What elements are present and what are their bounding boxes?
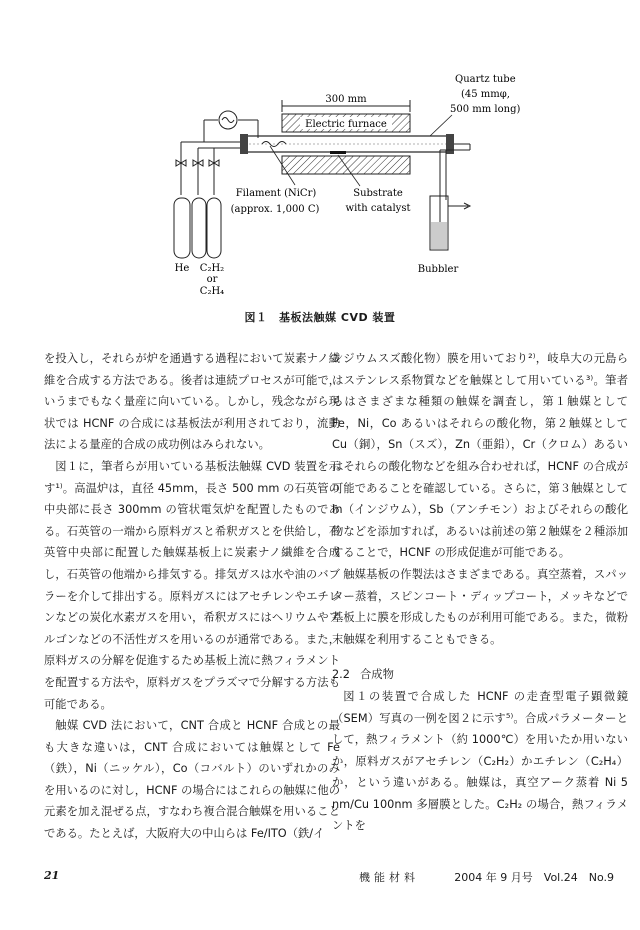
quartz-tube — [245, 136, 450, 152]
cvd-apparatus-diagram — [0, 0, 640, 300]
substrate — [330, 151, 346, 154]
furnace-bottom — [282, 156, 410, 174]
tube-flange-left — [240, 134, 248, 154]
paragraph: 図１の装置で合成した HCNF の走査型電子顕微鏡（SEM）写真の一例を図２に示す⁵⁾。合成パラメーターとして，熱フィラメント（約 1000℃）を用いたか用いないか，原料ガスがアセチレン（C₂H₂）かエチレン（C₂H₄）か，という違いがある。触媒は，真空アーク蒸着 Ni 5 nm/Cu 100nm 多層膜とした。C₂H₂ の場合，熱フィラメントを — [332, 689, 628, 833]
figure-caption: 図１ 基板法触媒 CVD 装置 — [244, 311, 396, 324]
tube-label-1: Quartz tube — [455, 74, 516, 85]
tube-flange-right — [446, 134, 454, 154]
tube-label-3: 500 mm long) — [450, 104, 521, 115]
issue-info: 2004 年 9 月号 Vol.24 No.9 — [454, 871, 614, 884]
cylinder-c2h4 — [207, 198, 221, 258]
gas-or-label: or — [206, 274, 218, 285]
substrate-label-2: with catalyst — [345, 203, 411, 214]
cylinder-c2h2 — [192, 198, 206, 258]
furnace-label: Electric furnace — [305, 119, 387, 130]
gas-c2h2-label: C₂H₂ — [199, 263, 225, 274]
paragraph: 触媒 CVD 法において，CNT 合成と HCNF 合成との最も大きな違いは，CNT 合成においては触媒として Fe（鉄），Ni（ニッケル），Co（コバルト）のいずれかのみを用いるのに対し，HCNF の場合にはこれらの触媒に他の元素を加え混ぜる点，すなわち複合混合触媒を用いることである。たとえば，大阪府大の中山らは Fe/ITO（鉄/イ — [44, 719, 340, 841]
paragraph: を投入し，それらが炉を通過する過程において炭素ナノ繊維を合成する方法である。後者は連続プロセスが可能で，いうまでもなく量産に向いている。しかし，残念ながら現状では HCNF の合成には基板法が利用されており，流動法による量産的合成の成功例はみられない。 — [44, 352, 340, 452]
page-footer — [44, 869, 614, 885]
length-label: 300 mm — [325, 94, 367, 105]
section-title: 合成物 — [359, 668, 394, 682]
paragraph: 図１に，筆者らが用いている基板法触媒 CVD 装置を示す¹⁾。高温炉は，直径 45mm，長さ 500 mm の石英管の中央部に長さ 300mm の管状電気炉を配置したものである。石英管の一端から原料ガスと希釈ガスとを供給し，石英管中央部に配置した触媒基板上に炭素ナノ繊維を合成し，石英管の他端から排気する。排気ガスは水や油のバブラーを介して排出する。原料ガスにはアセチレンやエチレンなどの炭化水素ガスを用い，希釈ガスにはヘリウムやアルゴンなどの不活性ガスを用いるのが通常である。また，原料ガスの分解を促進するため基板上流に熱フィラメントを配置する方法や，原料ガスをプラズマで分解する方法も可能である。 — [44, 459, 340, 711]
gas-c2h4-label: C₂H₄ — [199, 286, 225, 297]
paragraph: ンジウムスズ酸化物）膜を用いており²⁾，岐阜大の元島らはステンレス系物質などを触媒として用いている³⁾。筆者らはさまざまな種類の触媒を調査し，第１触媒として Fe，Ni，Co あるいはそれらの酸化物，第２触媒として Cu（銅），Sn（スズ），Zn（亜鉛），Cr（クロム）あるいはそれらの酸化物などを組み合わせれば，HCNF の合成が可能であることを確認している。さらに，第３触媒として In（インジウム），Sb（アンチモン）およびそれらの酸化物などを添加すれば，あるいは前述の第２触媒を２種添加することで，HCNF の形成促進が可能である。 — [332, 352, 628, 560]
page-number: 21 — [44, 869, 60, 882]
substrate-label-1: Substrate — [353, 188, 403, 199]
tube-label-2: (45 mmφ, — [461, 89, 510, 100]
section-number: 2.2 — [332, 668, 350, 682]
filament-label-2: (approx. 1,000 C) — [230, 204, 320, 215]
section-heading — [332, 664, 628, 686]
paragraph: 触媒基板の作製法はさまざまである。真空蒸着，スパッター蒸着，スピンコート・ディップコート，メッキなどで基板上に膜を形成したものが利用可能である。また，微粉末触媒を利用することもできる。 — [332, 567, 628, 646]
gas-he-label: He — [174, 263, 190, 274]
journal-name: 機能材料 — [359, 871, 419, 884]
bubbler-label: Bubbler — [417, 264, 459, 275]
cylinder-he — [174, 198, 190, 258]
left-column — [44, 348, 340, 845]
right-column — [332, 348, 628, 837]
filament-label-1: Filament (NiCr) — [235, 188, 317, 199]
